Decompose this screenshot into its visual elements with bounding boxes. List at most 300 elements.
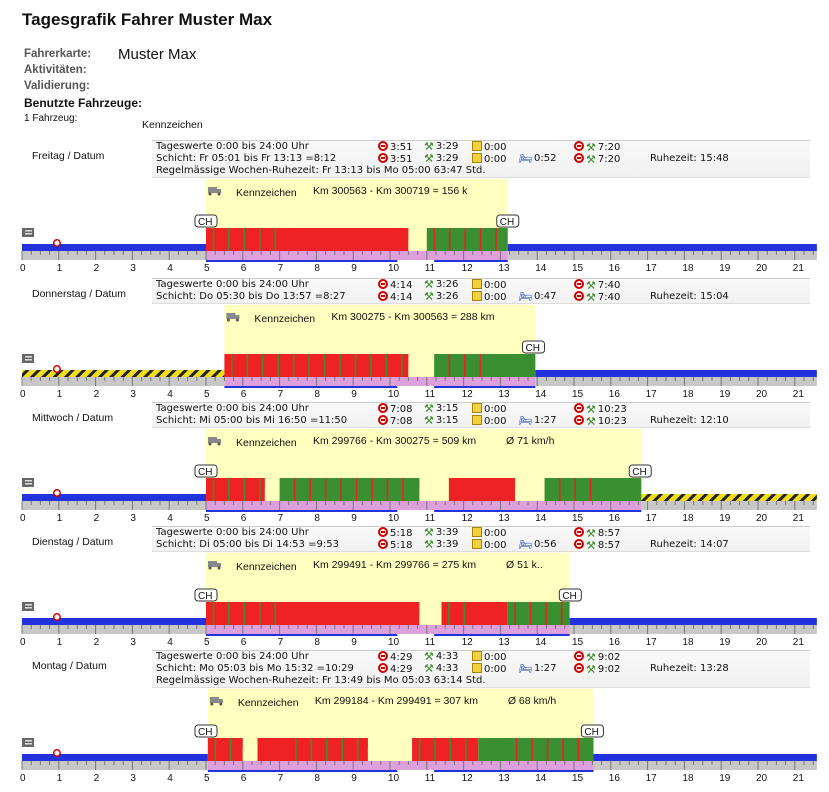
axis-tick-label: 14 xyxy=(535,263,547,274)
axis-tick-label: 17 xyxy=(645,389,657,400)
axis-tick-label: 2 xyxy=(93,513,100,524)
steering-wheel-icon xyxy=(378,291,388,301)
drive-segment xyxy=(206,602,419,625)
hammer-work-icon: ⚒ xyxy=(586,403,596,416)
steering-wheel-icon xyxy=(574,651,584,661)
ch-marker-icon xyxy=(195,215,217,228)
shift-drive-time: 3:51 xyxy=(390,154,413,165)
summary-shift-row xyxy=(152,291,810,303)
drive-segment xyxy=(258,738,368,761)
shift-total-time: 10:23 xyxy=(597,416,627,427)
axis-tick-label: 2 xyxy=(93,389,100,400)
shift-work-time: 3:29 xyxy=(435,153,459,164)
rest-time-text: Ruhezeit: 13:28 xyxy=(650,663,729,674)
shift-range-text: Schicht: Fr 05:01 bis Fr 13:13 =8:12 xyxy=(156,153,337,164)
bed-rest-icon: 🛏 xyxy=(518,290,532,303)
day-drive-time: 5:18 xyxy=(390,528,413,539)
shift-band xyxy=(206,501,641,510)
summary-day-row xyxy=(152,527,810,539)
break-segment xyxy=(243,748,258,761)
svg-text:CH: CH xyxy=(499,217,515,228)
shift-rest-time: 1:27 xyxy=(533,415,557,426)
shift-avail-time: 0:00 xyxy=(484,292,507,303)
axis-tick-label: 4 xyxy=(167,513,173,524)
start-marker-icon xyxy=(54,240,60,246)
svg-text:CH: CH xyxy=(525,343,540,354)
steering-wheel-icon xyxy=(378,415,388,425)
axis-tick-label: 8 xyxy=(314,263,320,274)
axis-tick-label: 1 xyxy=(56,513,63,524)
svg-text:CH: CH xyxy=(562,591,577,602)
axis-tick-label: 9 xyxy=(351,263,357,274)
day-range-text: Tageswerte 0:00 bis 24:00 Uhr xyxy=(156,527,309,538)
steering-wheel-icon xyxy=(378,651,388,661)
steering-wheel-icon xyxy=(574,527,584,537)
day-drive-time: 4:29 xyxy=(390,652,413,663)
day-label: Montag / Datum xyxy=(32,660,107,672)
axis-tick-label: 16 xyxy=(608,389,620,400)
avg-speed-text: Ø 51 k.. xyxy=(506,559,543,571)
hammer-work-icon: ⚒ xyxy=(424,278,434,291)
shift-rest-time: 1:27 xyxy=(533,663,557,674)
axis-tick-label: 3 xyxy=(130,637,136,648)
shift-work-time: 3:15 xyxy=(435,415,459,426)
axis-tick-label: 10 xyxy=(388,389,400,400)
shift-rest-time: 0:47 xyxy=(533,291,557,302)
axis-tick-label: 11 xyxy=(424,773,436,784)
axis-tick-label: 4 xyxy=(167,773,173,784)
hammer-work-icon: ⚒ xyxy=(586,291,596,304)
card-reader-icon xyxy=(22,478,34,487)
shift-range-text: Schicht: Do 05:30 bis Do 13:57 =8:27 xyxy=(156,291,346,302)
axis-tick-label: 7 xyxy=(277,389,284,400)
rest-time-text: Ruhezeit: 15:04 xyxy=(650,291,729,302)
axis-tick-label: 5 xyxy=(204,637,210,648)
bed-rest-icon: 🛏 xyxy=(518,414,532,427)
day-block xyxy=(0,526,829,651)
day-range-text: Tageswerte 0:00 bis 24:00 Uhr xyxy=(156,403,309,414)
vehicle-plate: Kennzeichen xyxy=(142,119,203,131)
axis-tick-label: 19 xyxy=(719,773,731,784)
axis-tick-label: 11 xyxy=(424,389,436,400)
axis-tick-label: 5 xyxy=(204,773,210,784)
card-reader-icon xyxy=(22,354,34,363)
shift-rest-time: 0:52 xyxy=(533,153,557,164)
svg-text:CH: CH xyxy=(584,727,599,738)
hammer-work-icon: ⚒ xyxy=(586,651,596,664)
axis-tick-label: 20 xyxy=(756,513,768,524)
axis-tick-label: 0 xyxy=(20,263,26,274)
axis-tick-label: 0 xyxy=(20,773,26,784)
hammer-work-icon: ⚒ xyxy=(424,662,434,675)
shift-band xyxy=(224,377,535,386)
break-segment xyxy=(419,488,448,501)
day-range-text: Tageswerte 0:00 bis 24:00 Uhr xyxy=(156,651,309,662)
axis-tick-label: 9 xyxy=(351,389,357,400)
svg-text:CH: CH xyxy=(198,591,213,602)
day-summary xyxy=(152,278,810,304)
rest-bar-before xyxy=(22,244,206,251)
day-block xyxy=(0,650,829,784)
availability-icon xyxy=(472,291,482,301)
hammer-work-icon: ⚒ xyxy=(586,153,596,166)
axis-tick-label: 9 xyxy=(351,773,357,784)
shift-work-time: 3:39 xyxy=(435,539,459,550)
km-range-text: Km 299766 - Km 300275 = 509 km xyxy=(313,435,477,447)
day-summary xyxy=(152,402,810,428)
axis-tick-label: 1 xyxy=(56,389,63,400)
axis-tick-label: 12 xyxy=(461,389,473,400)
axis-tick-label: 2 xyxy=(93,773,100,784)
axis-tick-label: 13 xyxy=(498,513,510,524)
day-block xyxy=(0,140,829,274)
axis-tick-label: 12 xyxy=(461,513,473,524)
rest-bar-before xyxy=(22,754,208,761)
drive-segment xyxy=(206,478,265,501)
hammer-work-icon: ⚒ xyxy=(586,527,596,540)
hammer-work-icon: ⚒ xyxy=(424,140,434,153)
svg-text:CH: CH xyxy=(632,467,647,478)
axis-tick-label: 21 xyxy=(792,513,804,524)
axis-tick-label: 14 xyxy=(535,389,547,400)
axis-tick-label: 21 xyxy=(792,637,804,648)
axis-tick-label: 8 xyxy=(314,637,320,648)
axis-tick-label: 19 xyxy=(719,263,731,274)
bed-rest-icon: 🛏 xyxy=(518,152,532,165)
km-range-text: Km 299184 - Km 299491 = 307 km xyxy=(314,695,478,707)
axis-tick-label: 0 xyxy=(20,637,26,648)
axis-tick-label: 15 xyxy=(572,263,584,274)
axis-tick-label: 20 xyxy=(756,263,768,274)
summary-weekly-rest-row xyxy=(152,165,810,177)
shift-avail-time: 0:00 xyxy=(484,416,507,427)
hammer-work-icon: ⚒ xyxy=(586,141,596,154)
break-segment xyxy=(408,238,426,251)
axis-tick-label: 11 xyxy=(424,637,436,648)
rest-bar-after xyxy=(508,244,817,251)
day-timeline-chart xyxy=(0,689,829,784)
axis-tick-label: 17 xyxy=(645,637,657,648)
hammer-work-icon: ⚒ xyxy=(586,663,596,676)
weekly-rest-text: Regelmässige Wochen-Ruhezeit: Fr 13:13 bis Mo 05:00 63:47 Std. xyxy=(156,165,486,176)
ch-marker-icon xyxy=(195,465,217,478)
summary-shift-row xyxy=(152,663,810,675)
summary-shift-row xyxy=(152,539,810,551)
ch-marker-icon xyxy=(195,589,217,602)
start-marker-icon xyxy=(54,490,60,496)
axis-tick-label: 14 xyxy=(535,513,547,524)
shift-range-text: Schicht: Mo 05:03 bis Mo 15:32 =10:29 xyxy=(156,663,354,674)
hammer-work-icon: ⚒ xyxy=(586,279,596,292)
day-total-time: 8:57 xyxy=(597,528,621,539)
steering-wheel-icon xyxy=(574,279,584,289)
day-work-time: 3:29 xyxy=(435,141,459,152)
shift-work-time: 4:33 xyxy=(435,663,459,674)
summary-shift-row xyxy=(152,153,810,165)
day-timeline-chart xyxy=(0,305,829,400)
rest-bar-before xyxy=(22,370,224,377)
avg-speed-text: Ø 71 km/h xyxy=(506,435,555,447)
drive-segment xyxy=(206,228,408,251)
axis-tick-label: 9 xyxy=(351,513,357,524)
steering-wheel-icon xyxy=(574,539,584,549)
rest-bar-before xyxy=(22,618,206,625)
availability-icon xyxy=(472,651,482,661)
svg-text:CH: CH xyxy=(198,727,213,738)
break-segment xyxy=(515,488,544,501)
bed-rest-icon: 🛏 xyxy=(518,538,532,551)
work-segment xyxy=(280,478,420,501)
axis-tick-label: 3 xyxy=(130,773,136,784)
day-timeline-chart xyxy=(0,553,829,648)
ch-marker-icon xyxy=(195,725,217,738)
hammer-work-icon: ⚒ xyxy=(424,152,434,165)
axis-tick-label: 17 xyxy=(645,773,657,784)
hammer-work-icon: ⚒ xyxy=(424,290,434,303)
summary-day-row xyxy=(152,651,810,663)
steering-wheel-icon xyxy=(378,279,388,289)
ch-marker-icon xyxy=(581,725,603,738)
steering-wheel-icon xyxy=(574,141,584,151)
axis-tick-label: 13 xyxy=(498,263,510,274)
availability-icon xyxy=(472,527,482,537)
day-drive-time: 7:08 xyxy=(390,404,413,415)
axis-tick-label: 11 xyxy=(424,263,436,274)
axis-tick-label: 13 xyxy=(498,773,510,784)
ch-marker-icon xyxy=(497,215,519,228)
work-segment xyxy=(478,738,593,761)
axis-tick-label: 12 xyxy=(461,773,473,784)
shift-total-time: 7:40 xyxy=(597,292,621,303)
axis-tick-label: 10 xyxy=(388,773,400,784)
shift-drive-time: 7:08 xyxy=(390,416,413,427)
hammer-work-icon: ⚒ xyxy=(424,650,434,663)
axis-tick-label: 6 xyxy=(240,637,247,648)
driver-name: Muster Max xyxy=(118,46,197,63)
axis-tick-label: 4 xyxy=(167,389,173,400)
axis-tick-label: 0 xyxy=(20,389,26,400)
axis-tick-label: 21 xyxy=(792,263,804,274)
ch-marker-icon xyxy=(629,465,651,478)
steering-wheel-icon xyxy=(378,153,388,163)
axis-tick-label: 10 xyxy=(388,513,400,524)
ch-marker-icon xyxy=(559,589,581,602)
hammer-work-icon: ⚒ xyxy=(424,402,434,415)
day-label: Mittwoch / Datum xyxy=(32,412,114,424)
day-work-time: 4:33 xyxy=(435,651,459,662)
day-label: Donnerstag / Datum xyxy=(32,288,126,300)
shift-range-text: Schicht: Di 05:00 bis Di 14:53 =9:53 xyxy=(156,539,339,550)
day-block xyxy=(0,278,829,403)
day-drive-time: 4:14 xyxy=(390,280,413,291)
day-label: Freitag / Datum xyxy=(32,150,105,162)
shift-avail-time: 0:00 xyxy=(484,664,507,675)
axis-tick-label: 15 xyxy=(572,389,584,400)
axis-tick-label: 10 xyxy=(388,637,400,648)
km-range-text: Km 299491 - Km 299766 = 275 km xyxy=(313,559,477,571)
break-segment xyxy=(408,364,434,377)
steering-wheel-icon xyxy=(378,527,388,537)
day-summary xyxy=(152,650,810,688)
work-segment xyxy=(508,602,570,625)
availability-icon xyxy=(472,403,482,413)
axis-tick-label: 3 xyxy=(130,513,136,524)
steering-wheel-icon xyxy=(378,539,388,549)
card-reader-icon xyxy=(22,602,34,611)
availability-icon xyxy=(472,663,482,673)
day-avail-time: 0:00 xyxy=(484,142,507,153)
steering-wheel-icon xyxy=(574,153,584,163)
start-marker-icon xyxy=(54,614,60,620)
day-avail-time: 0:00 xyxy=(484,280,507,291)
axis-tick-label: 18 xyxy=(682,263,694,274)
day-total-time: 7:20 xyxy=(597,142,621,153)
break-segment xyxy=(265,488,280,501)
steering-wheel-icon xyxy=(574,403,584,413)
drive-segment xyxy=(224,354,408,377)
day-avail-time: 0:00 xyxy=(484,652,507,663)
day-block xyxy=(0,402,829,527)
axis-tick-label: 20 xyxy=(756,637,768,648)
axis-tick-label: 5 xyxy=(204,263,210,274)
summary-day-row xyxy=(152,141,810,153)
day-total-time: 7:40 xyxy=(597,280,621,291)
axis-tick-label: 5 xyxy=(204,513,210,524)
day-range-text: Tageswerte 0:00 bis 24:00 Uhr xyxy=(156,279,309,290)
axis-tick-label: 19 xyxy=(719,513,731,524)
axis-tick-label: 6 xyxy=(240,389,247,400)
availability-icon xyxy=(472,279,482,289)
vehicle-plate-label: Kennzeichen xyxy=(237,697,299,709)
rest-bar-after xyxy=(570,618,817,625)
summary-weekly-rest-row xyxy=(152,675,810,687)
drive-segment xyxy=(412,738,478,761)
axis-tick-label: 18 xyxy=(682,513,694,524)
axis-tick-label: 7 xyxy=(277,263,284,274)
day-avail-time: 0:00 xyxy=(484,528,507,539)
axis-tick-label: 7 xyxy=(277,513,284,524)
drive-segment xyxy=(449,478,515,501)
vehicles-count: 1 Fahrzeug: xyxy=(24,113,78,124)
svg-text:CH: CH xyxy=(198,467,213,478)
hammer-work-icon: ⚒ xyxy=(424,414,434,427)
vehicle-plate-label: Kennzeichen xyxy=(236,561,297,573)
vehicle-plate-label: Kennzeichen xyxy=(236,437,297,449)
shift-total-time: 7:20 xyxy=(597,154,621,165)
availability-icon xyxy=(472,539,482,549)
day-summary xyxy=(152,526,810,552)
day-total-time: 10:23 xyxy=(597,404,627,415)
shift-drive-time: 5:18 xyxy=(390,540,413,551)
axis-tick-label: 7 xyxy=(277,773,284,784)
steering-wheel-icon xyxy=(574,415,584,425)
start-marker-icon xyxy=(54,366,60,372)
rest-bar-after xyxy=(535,370,817,377)
rest-bar-after xyxy=(594,754,817,761)
axis-tick-label: 8 xyxy=(314,513,320,524)
validation-label: Validierung: xyxy=(24,80,90,92)
activities-label: Aktivitäten: xyxy=(24,64,87,76)
axis-tick-label: 1 xyxy=(56,773,63,784)
hammer-work-icon: ⚒ xyxy=(424,538,434,551)
axis-tick-label: 4 xyxy=(167,637,173,648)
day-total-time: 9:02 xyxy=(597,652,621,663)
shift-avail-time: 0:00 xyxy=(484,154,507,165)
shift-total-time: 8:57 xyxy=(597,540,621,551)
steering-wheel-icon xyxy=(378,141,388,151)
weekly-rest-text: Regelmässige Wochen-Ruhezeit: Fr 13:49 bis Mo 05:03 63:14 Std. xyxy=(156,675,486,686)
rest-time-text: Ruhezeit: 14:07 xyxy=(650,539,729,550)
shift-work-time: 3:26 xyxy=(435,291,459,302)
axis-tick-label: 13 xyxy=(498,637,510,648)
axis-tick-label: 3 xyxy=(130,389,136,400)
summary-day-row xyxy=(152,279,810,291)
axis-tick-label: 16 xyxy=(608,513,620,524)
rest-time-text: Ruhezeit: 15:48 xyxy=(650,153,729,164)
drive-segment xyxy=(442,602,508,625)
axis-tick-label: 16 xyxy=(608,773,620,784)
shift-rest-time: 0:56 xyxy=(533,539,557,550)
steering-wheel-icon xyxy=(378,403,388,413)
axis-tick-label: 18 xyxy=(682,637,694,648)
axis-tick-label: 12 xyxy=(461,637,473,648)
axis-tick-label: 2 xyxy=(93,637,100,648)
vehicles-heading: Benutzte Fahrzeuge: xyxy=(24,96,143,110)
axis-tick-label: 15 xyxy=(572,637,584,648)
shift-drive-time: 4:29 xyxy=(390,664,413,675)
km-range-text: Km 300275 - Km 300563 = 288 km xyxy=(331,311,495,323)
hammer-work-icon: ⚒ xyxy=(424,526,434,539)
axis-tick-label: 16 xyxy=(608,263,620,274)
axis-tick-label: 19 xyxy=(719,389,731,400)
avg-speed-text: Ø 68 km/h xyxy=(507,695,557,707)
axis-tick-label: 15 xyxy=(572,773,584,784)
axis-tick-label: 20 xyxy=(756,773,768,784)
axis-tick-label: 0 xyxy=(20,513,26,524)
start-marker-icon xyxy=(54,750,60,756)
axis-tick-label: 12 xyxy=(461,263,473,274)
axis-tick-label: 6 xyxy=(240,513,247,524)
axis-tick-label: 1 xyxy=(56,263,63,274)
day-drive-time: 3:51 xyxy=(390,142,413,153)
axis-tick-label: 7 xyxy=(277,637,284,648)
shift-band xyxy=(208,761,594,770)
axis-tick-label: 11 xyxy=(424,513,436,524)
rest-time-text: Ruhezeit: 12:10 xyxy=(650,415,729,426)
day-range-text: Tageswerte 0:00 bis 24:00 Uhr xyxy=(156,141,309,152)
axis-tick-label: 18 xyxy=(682,389,694,400)
axis-tick-label: 21 xyxy=(792,389,804,400)
vehicle-plate-label: Kennzeichen xyxy=(236,187,297,199)
axis-tick-label: 4 xyxy=(167,263,173,274)
steering-wheel-icon xyxy=(574,663,584,673)
hammer-work-icon: ⚒ xyxy=(586,415,596,428)
steering-wheel-icon xyxy=(378,663,388,673)
axis-tick-label: 10 xyxy=(388,263,400,274)
day-work-time: 3:15 xyxy=(435,403,459,414)
day-work-time: 3:39 xyxy=(435,527,459,538)
axis-tick-label: 9 xyxy=(351,637,357,648)
axis-tick-label: 2 xyxy=(93,263,100,274)
axis-tick-label: 17 xyxy=(645,263,657,274)
availability-icon xyxy=(472,153,482,163)
axis-tick-label: 14 xyxy=(535,637,547,648)
page-title: Tagesgrafik Fahrer Muster Max xyxy=(22,10,273,29)
shift-drive-time: 4:14 xyxy=(390,292,413,303)
ch-marker-icon xyxy=(523,341,545,354)
km-range-text: Km 300563 - Km 300719 = 156 k xyxy=(313,185,468,197)
day-work-time: 3:26 xyxy=(435,279,459,290)
